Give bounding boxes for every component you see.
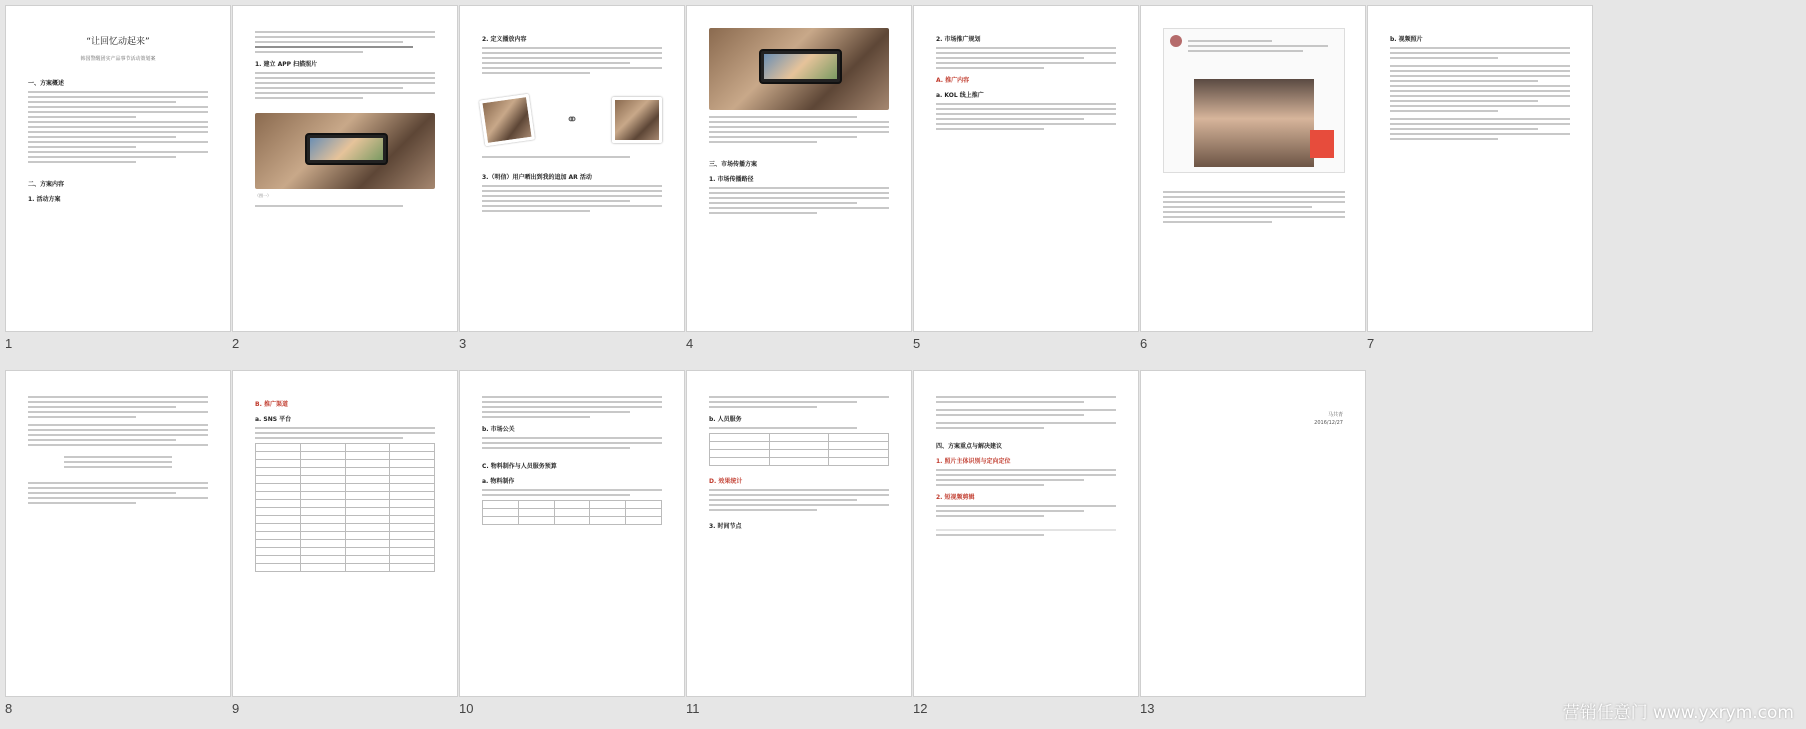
page-number: 9 [232,701,240,716]
linked-photo-image [612,97,662,143]
page-number: 13 [1140,701,1155,716]
thumbnail-cell-5 [908,0,1134,356]
subsection-heading: 2. 短视频剪辑 [936,494,975,501]
link-icon: ⚭ [566,112,578,128]
staff-table [709,433,889,466]
section-heading: 3.（明信）用户晒出到我的追加 AR 活动 [482,174,592,181]
section-heading: 2. 市场推广规划 [936,36,981,43]
page-thumbnail-12[interactable] [913,370,1139,697]
page-thumbnail-2[interactable] [232,5,458,332]
author-name: 马共青 [1327,412,1343,418]
thumbnail-cell-1 [0,0,226,356]
subsection-heading: a. SNS 平台 [255,416,292,423]
page-thumbnail-13[interactable] [1140,370,1366,697]
section-heading: 2. 定义播放内容 [482,36,527,43]
page-number: 7 [1367,336,1375,351]
page-number: 10 [459,701,474,716]
section-heading: b. 市场公关 [482,426,515,433]
social-post-screenshot [1163,28,1345,173]
section-heading: 一、方案概述 [28,80,65,87]
document-subtitle: 韩国警醒团实产品事节活动策划案 [80,56,156,62]
thumbnail-cell-9 [227,365,453,721]
page-number: 8 [5,701,13,716]
thumbnail-cell-7 [1362,0,1588,356]
thumbnail-cell-6 [1135,0,1361,356]
thumbnail-cell-4 [681,0,907,356]
section-heading: 3. 时间节点 [709,523,742,530]
page-thumbnail-10[interactable] [459,370,685,697]
page-number: 12 [913,701,928,716]
section-heading: 四、方案重点与解决建议 [936,443,1003,450]
document-date: 2016/12/27 [1314,420,1343,426]
thumbnail-cell-2 [227,0,453,356]
thumbnail-cell-11 [681,365,907,721]
page-thumbnail-7[interactable] [1367,5,1593,332]
page-number: 3 [459,336,467,351]
thumbnail-cell-3 [454,0,680,356]
page-number: 4 [686,336,694,351]
page-thumbnail-6[interactable] [1140,5,1366,332]
section-heading: 三、市场传播方案 [709,161,758,168]
page-number: 2 [232,336,240,351]
phone-photo-image [255,113,435,189]
page-thumbnail-3[interactable] [459,5,685,332]
page-number: 5 [913,336,921,351]
page-thumbnail-8[interactable] [5,370,231,697]
channel-table [255,443,435,572]
page-number: 6 [1140,336,1148,351]
subsection-heading: a. KOL 线上推广 [936,92,984,99]
section-heading: b. 视频照片 [1390,36,1423,43]
subsection-heading: 1. 照片主体识别与定向定位 [936,458,1011,465]
page-thumbnail-9[interactable] [232,370,458,697]
subsection-heading: 1. 活动方案 [28,196,61,203]
avatar [1170,35,1182,47]
thumbnail-cell-13 [1135,365,1361,721]
thumbnail-cell-10 [454,365,680,721]
sticker-image [1310,130,1334,158]
section-heading: A. 推广内容 [936,77,970,84]
section-heading: b. 人员服务 [709,416,742,423]
page-number: 1 [5,336,13,351]
section-heading: D. 效果统计 [709,478,743,485]
section-heading: B. 推广渠道 [255,401,288,408]
section-heading: 1. 建立 APP 扫描照片 [255,61,318,68]
document-title: “让回忆动起来” [86,37,150,47]
phone-photo-image [709,28,889,110]
page-number: 11 [686,701,700,716]
page-thumbnail-11[interactable] [686,370,912,697]
material-table [482,500,662,525]
image-caption: （图一） [255,193,271,198]
section-heading: C. 物料制作与人员服务预算 [482,463,557,470]
page-thumbnail-5[interactable] [913,5,1139,332]
thumbnail-cell-8 [0,365,226,721]
watermark-text: 营销任意门 www.yxrym.com [1562,703,1794,723]
page-thumbnail-1[interactable] [5,5,231,332]
photo-stack-image [479,94,535,147]
section-heading: 二、方案内容 [28,181,65,188]
video-frame-image [1194,79,1314,167]
photo-link-illustration [482,90,662,150]
subsection-heading: 1. 市场传播路径 [709,176,754,183]
thumbnail-cell-12 [908,365,1134,721]
page-thumbnail-4[interactable] [686,5,912,332]
subsection-heading: a. 物料制作 [482,478,515,485]
